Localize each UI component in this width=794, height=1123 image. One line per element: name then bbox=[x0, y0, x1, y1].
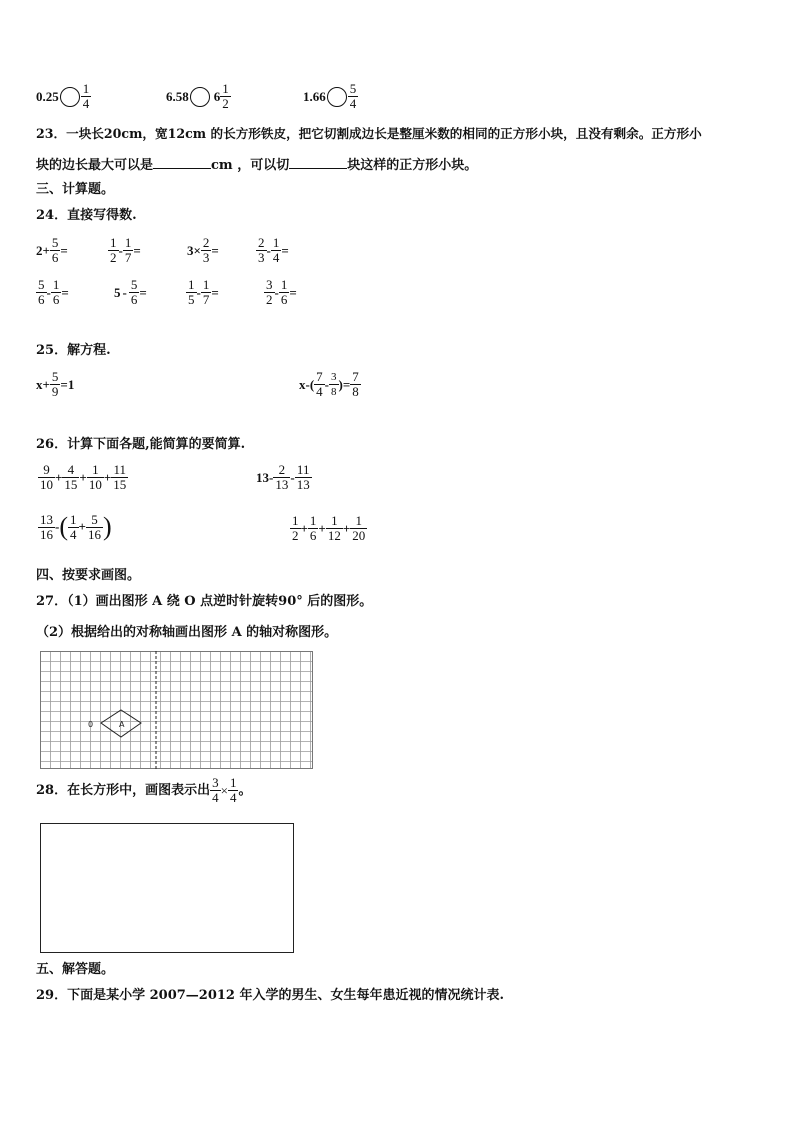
q26-expr-3: $\frac{13}{16}$ - ( $\frac{1}{4}$ + $\frac{5}{16}$ ) bbox=[40, 511, 112, 542]
q22-item-1 bbox=[36, 82, 91, 111]
compare-circle-1[interactable] bbox=[60, 87, 80, 107]
answer-blank-side[interactable] bbox=[153, 156, 211, 169]
q28-prompt: 28．在长方形中，画图表示出 $\frac{3}{4}$ × $\frac{1}{4}$ 。 bbox=[36, 775, 252, 805]
q24-expr-4: $\frac{2}{3}$ - $\frac{1}{4}$ = bbox=[258, 235, 289, 265]
section-heading-3: 三、计算题。 bbox=[36, 182, 115, 197]
q22-left-3: 1.66 bbox=[303, 88, 326, 104]
q24-expr-1: 2 + $\frac{5}{6}$ = bbox=[36, 235, 68, 265]
q22-frac-1: $\frac{1}{4}$ bbox=[82, 81, 90, 111]
compare-circle-2[interactable] bbox=[190, 87, 210, 107]
q25-title: 25．解方程. bbox=[36, 343, 111, 358]
answer-blank-count[interactable] bbox=[289, 156, 347, 169]
q23-line1: 23．一块长20cm，宽12cm 的长方形铁皮，把它切割成边长是整厘米数的相同的正方形小块，且没有剩余。正方形小 bbox=[36, 126, 702, 141]
q22-frac-3: $\frac{5}{4}$ bbox=[349, 81, 357, 111]
q22-frac-2: $\frac{1}{2}$ bbox=[222, 81, 229, 111]
q24-expr-8: $\frac{3}{2}$ - $\frac{1}{6}$ = bbox=[266, 277, 297, 307]
point-o-label: 0 bbox=[88, 720, 94, 729]
drawing-rectangle[interactable] bbox=[40, 823, 294, 953]
shape-a-label: A bbox=[119, 720, 125, 729]
q26-expr-1: $\frac{9}{10}$ + $\frac{4}{15}$ + $\frac{1}{10}$ + $\frac{11}{15}$ bbox=[40, 462, 127, 492]
q29-text: 29．下面是某小学 2007—2012 年入学的男生、女生每年患近视的情况统计表. bbox=[36, 988, 505, 1003]
q22-left-2: 6.58 bbox=[166, 88, 189, 104]
q24-expr-3: 3 × $\frac{2}{3}$ = bbox=[187, 235, 219, 265]
q24-expr-5: $\frac{5}{6}$ - $\frac{1}{6}$ = bbox=[38, 277, 69, 307]
q25-equation-1: x+ $\frac{5}{9}$ =1 bbox=[36, 369, 75, 399]
q24-expr-7: $\frac{1}{5}$ - $\frac{1}{7}$ = bbox=[188, 277, 219, 307]
section-heading-4: 四、按要求画图。 bbox=[36, 568, 141, 583]
q22-left-1: 0.25 bbox=[36, 88, 59, 104]
q23-line2: 块的边长最大可以是 cm ，可以切 块这样的正方形小块。 bbox=[36, 158, 478, 173]
q26-expr-4: $\frac{1}{2}$ + $\frac{1}{6}$ + $\frac{1}{12}$ + $\frac{1}{20}$ bbox=[292, 513, 366, 543]
q27-line1: 27．（1）画出图形 A 绕 O 点逆时针旋转90° 后的图形。 bbox=[36, 594, 373, 609]
q24-title: 24．直接写得数. bbox=[36, 208, 137, 223]
q25-equation-2: x-( $\frac{7}{4}$ - $\frac{3}{8}$ )= $\frac{7}{8}$ bbox=[299, 369, 359, 399]
q26-title: 26．计算下面各题,能简算的要简算. bbox=[36, 437, 246, 452]
q22-item-3 bbox=[303, 82, 358, 111]
compare-circle-3[interactable] bbox=[327, 87, 347, 107]
q27-line2: （2）根据给出的对称轴画出图形 A 的轴对称图形。 bbox=[36, 625, 338, 640]
section-heading-5: 五、解答题。 bbox=[36, 962, 115, 977]
q22-item-2: 6.58 6 $\frac{1}{2}$ bbox=[166, 81, 229, 111]
q24-expr-6: 5 - $\frac{5}{6}$ = bbox=[114, 277, 147, 307]
q26-expr-2: 13- $\frac{2}{13}$ - $\frac{11}{13}$ bbox=[256, 462, 310, 492]
q24-expr-2: $\frac{1}{2}$ - $\frac{1}{7}$ = bbox=[110, 235, 141, 265]
drawing-grid[interactable] bbox=[40, 651, 313, 769]
